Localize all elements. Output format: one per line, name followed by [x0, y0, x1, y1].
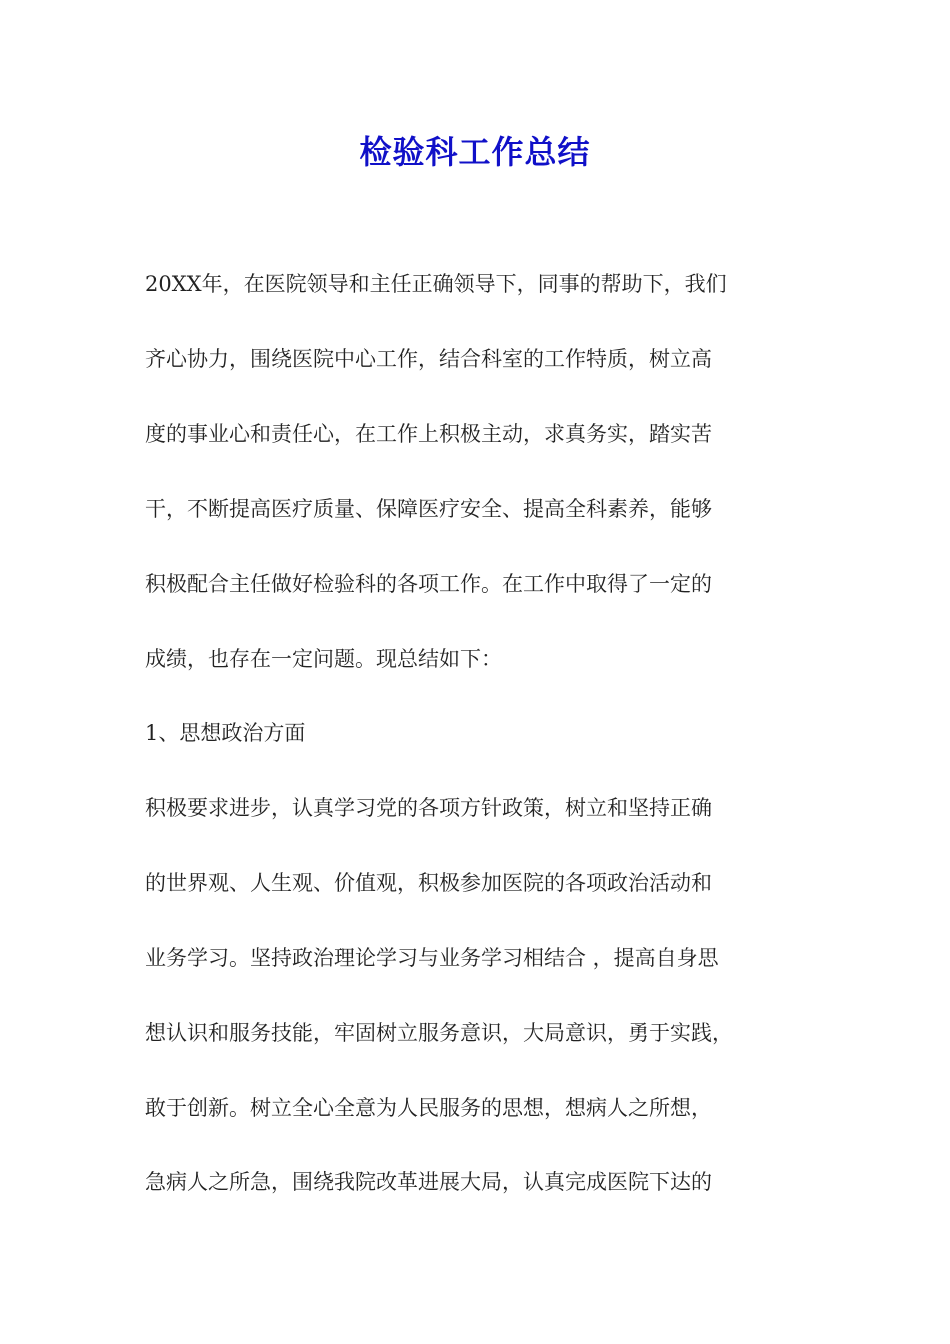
paragraph-line: 敢于创新。树立全心全意为人民服务的思想，想病人之所想， — [145, 1096, 712, 1120]
paragraph-line: 积极要求进步，认真学习党的各项方针政策，树立和坚持正确 — [145, 796, 712, 820]
paragraph-line: 度的事业心和责任心，在工作上积极主动，求真务实，踏实苦 — [145, 422, 712, 446]
paragraph-line: 积极配合主任做好检验科的各项工作。在工作中取得了一定的 — [145, 572, 712, 596]
document-title: 检验科工作总结 — [359, 133, 591, 171]
paragraph-line: 业务学习。坚持政治理论学习与业务学习相结合 ，提高自身思 — [145, 946, 719, 970]
paragraph-line: 想认识和服务技能，牢固树立服务意识，大局意识，勇于实践， — [145, 1021, 733, 1045]
paragraph-line: 齐心协力，围绕医院中心工作，结合科室的工作特质，树立高 — [145, 347, 712, 371]
section-heading: 1、思想政治方面 — [145, 721, 306, 745]
paragraph-line: 干，不断提高医疗质量、保障医疗安全、提高全科素养，能够 — [145, 497, 712, 521]
paragraph-line: 20XX年，在医院领导和主任正确领导下，同事的帮助下，我们 — [145, 272, 727, 296]
paragraph-line: 成绩，也存在一定问题。现总结如下： — [145, 647, 502, 671]
paragraph-line: 急病人之所急，围绕我院改革进展大局，认真完成医院下达的 — [145, 1170, 712, 1194]
paragraph-line: 的世界观、人生观、价值观，积极参加医院的各项政治活动和 — [145, 871, 712, 895]
